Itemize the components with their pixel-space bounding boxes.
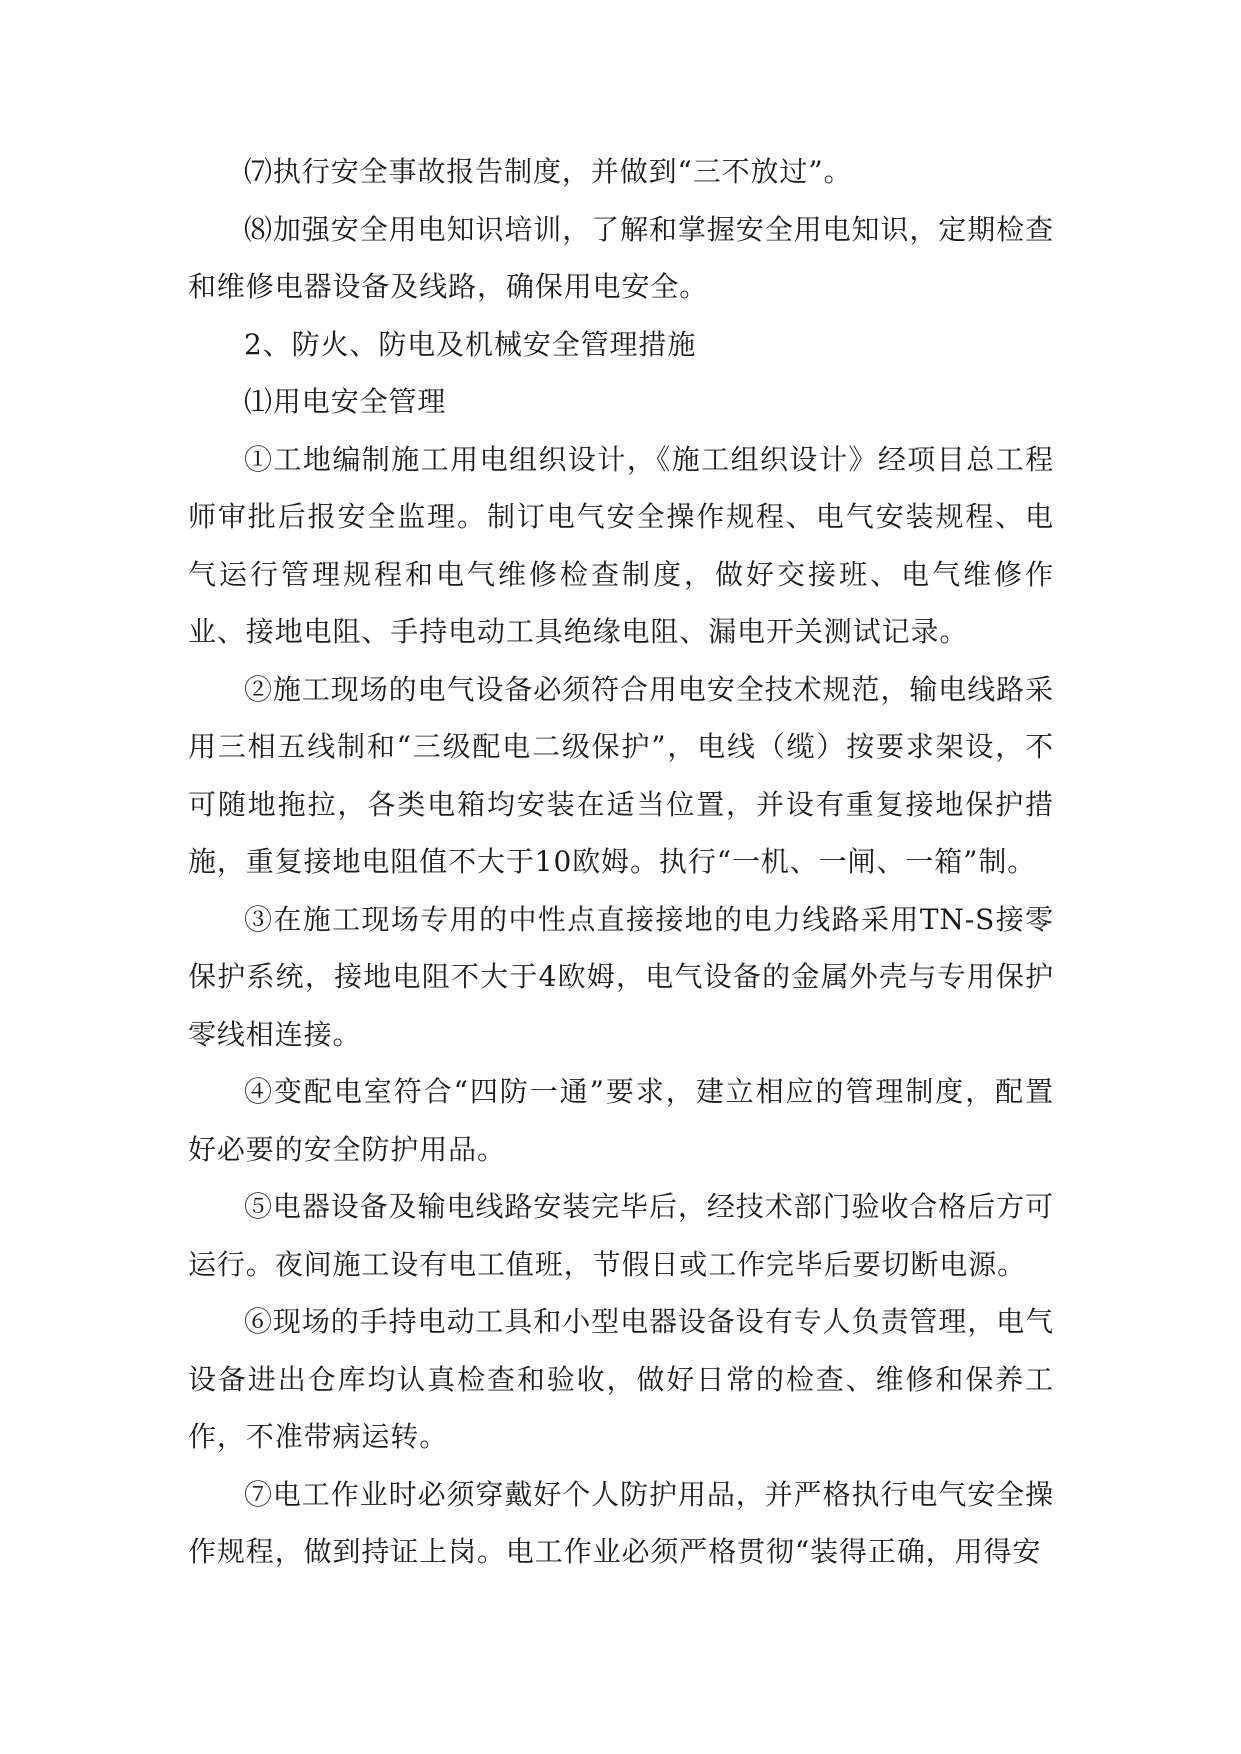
- paragraph-circled-4: ④变配电室符合“四防一通”要求，建立相应的管理制度，配置好必要的安全防护用品。: [188, 1075, 1054, 1166]
- paragraph-circled-3: ③在施工现场专用的中性点直接接地的电力线路采用TN-S接零保护系统，接地电阻不大于4欧姆，电气设备的金属外壳与专用保护零线相连接。: [188, 902, 1054, 1051]
- section-heading: 2、防火、防电及机械安全管理措施: [244, 327, 697, 361]
- document-body: [188, 143, 1054, 1581]
- paragraph-item-7: ⑺执行安全事故报告制度，并做到“三不放过”。: [244, 155, 853, 188]
- paragraph-item-8: ⑻加强安全用电知识培训，了解和掌握安全用电知识，定期检查和维修电器设备及线路，确保用电安全。: [188, 212, 1054, 303]
- paragraph-circled-6: ⑥现场的手持电动工具和小型电器设备设有专人负责管理，电气设备进出仓库均认真检查和验收，做好日常的检查、维修和保养工作，不准带病运转。: [188, 1305, 1054, 1453]
- paragraph-circled-1: ①工地编制施工用电组织设计，《施工组织设计》经项目总工程师审批后报安全监理。制订电气安全操作规程、电气安装规程、电气运行管理规程和电气维修检查制度，做好交接班、电气维修作业、接地电阻、手持电动工具绝缘电阻、漏电开关测试记录。: [188, 442, 1054, 648]
- subsection-heading: ⑴用电安全管理: [244, 385, 447, 418]
- paragraph-circled-7: ⑦电工作业时必须穿戴好个人防护用品，并严格执行电气安全操作规程，做到持证上岗。电工作业必须严格贯彻“装得正确，用得安: [188, 1477, 1054, 1568]
- paragraph-circled-2: ②施工现场的电气设备必须符合用电安全技术规范，输电线路采用三相五线制和“三级配电二级保护”，电线（缆）按要求架设，不可随地拖拉，各类电箱均安装在适当位置，并设有重复接地保护措施，重复接地电阻值不大于10欧姆。执行“一机、一闸、一箱”制。: [188, 672, 1054, 878]
- paragraph-circled-5: ⑤电器设备及输电线路安装完毕后，经技术部门验收合格后方可运行。夜间施工设有电工值班，节假日或工作完毕后要切断电源。: [188, 1190, 1054, 1281]
